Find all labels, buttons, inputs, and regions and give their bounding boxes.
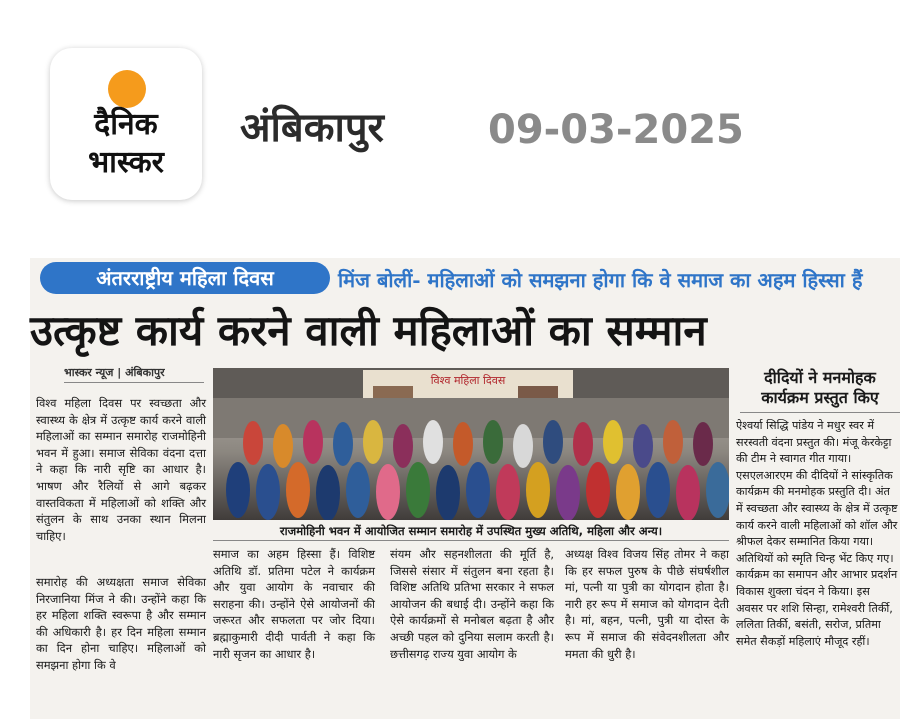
edition-city: अंबिकापुर: [240, 105, 384, 151]
paragraph: समारोह की अध्यक्षता समाज सेविका निरजानिया मिंज ने की। उन्होंने कहा कि हर महिला शक्ति स्वरूपा है और सम्मान की अधिकारी है। हर दिन महिला सम्मान का दिन होना चाहिए। महिलाओं को समझना होगा कि वे: [36, 575, 206, 672]
paragraph: समाज का अहम हिस्सा हैं। विशिष्ट अतिथि डॉ. प्रतिमा पटेल ने कार्यक्रम और युवा आयोग के नवाचार की सराहना की। उन्होंने ऐसे आयोजनों की जरूरत और सफलता पर जोर दिया। ब्रह्माकुमारी दीदी पार्वती ने कहा कि नारी सृजन का आधार है।: [213, 547, 375, 661]
logo-text-line2: भास्कर: [88, 145, 164, 180]
logo-text-line1: दैनिक: [94, 107, 158, 142]
article-column-1-bottom: [36, 574, 206, 674]
photo-caption: राजमोहिनी भवन में आयोजित सम्मान समारोह में उपस्थित मुख्य अतिथि, महिला और अन्य।: [213, 522, 729, 541]
paragraph: संयम और सहनशीलता की मूर्ति है, जिससे संसार में संतुलन बना रहता है। विशिष्ट अतिथि प्रतिभा सरकार ने सफल आयोजन की बधाई दी। उन्होंने कहा कि ऐसे कार्यक्रमों से मनोबल बढ़ता है और अच्छी पहल को दुनिया सलाम करती है। छत्तीसगढ़ राज्य युवा आयोग के: [390, 547, 554, 661]
section-tag: अंतरराष्ट्रीय महिला दिवस: [40, 262, 330, 294]
paragraph: विश्व महिला दिवस पर स्वच्छता और स्वास्थ्य के क्षेत्र में उत्कृष्ट कार्य करने वाली महिलाओं का सम्मान समारोह राजमोहिनी भवन में हुआ। समाज सेविका वंदना दत्ता ने कहा कि नारी सृष्टि का आधार है। भाषण और रैलियों से आगे बढ़कर वास्तविकता में महिलाओं को शक्ति और संतुलन के साथ उनका स्थान मिलना चाहिए।: [36, 396, 206, 543]
edition-date: 09-03-2025: [488, 107, 744, 153]
byline-divider: [64, 382, 204, 383]
paragraph: ऐश्वर्या सिद्धि पांडेय ने मधुर स्वर में सरस्वती वंदना प्रस्तुत की। मंजू केरकेट्टा की टीम ने स्वागत गीत गाया। एसएलआरएम की दीदियों ने सांस्कृतिक कार्यक्रम की मनमोहक प्रस्तुति दी। अंत में स्वच्छता और स्वास्थ्य के क्षेत्र में उत्कृष्ट कार्य करने वाली महिलाओं को शॉल और श्रीफल देकर सम्मानित किया गया। अतिथियों को स्मृति चिन्ह भेंट किए गए। कार्यक्रम का समापन और आभार प्रदर्शन विकास शुक्ला चंदन ने किया। इस अवसर पर शशि सिन्हा, रामेश्वरी तिर्की, ललिता तिर्की, बसंती, सरोज, प्रतिमा समेत सैकड़ों महिलाएं मौजूद रहीं।: [736, 419, 898, 648]
sun-icon: [108, 70, 146, 108]
article-column-4: [565, 546, 729, 662]
event-photo: [213, 368, 729, 520]
crowd-photo-illustration: [213, 368, 729, 520]
article-column-1-top: [36, 395, 206, 544]
side-story-headline: दीदियों ने मनमोहक कार्यक्रम प्रस्तुत किए: [740, 368, 900, 413]
byline: भास्कर न्यूज | अंबिकापुर: [64, 366, 165, 379]
kicker-headline: मिंज बोलीं- महिलाओं को समझना होगा कि वे समाज का अहम हिस्सा हैं: [338, 268, 863, 292]
dainik-bhaskar-logo: [50, 48, 202, 200]
paragraph: अध्यक्ष विश्व विजय सिंह तोमर ने कहा कि हर सफल पुरुष के पीछे संघर्षशील मां, पत्नी या पुत्री का योगदान होता है। नारी हर रूप में समाज को योगदान देती है। मां, बहन, पत्नी, पुत्री या दोस्त के रूप में समाज की संवेदनशीलता और ममता की धुरी है।: [565, 547, 729, 661]
photo-banner-text: विश्व महिला दिवस: [430, 374, 506, 387]
side-story-body: [736, 418, 898, 650]
main-headline: उत्कृष्ट कार्य करने वाली महिलाओं का सम्मान: [30, 306, 707, 355]
article-column-3: [390, 546, 554, 662]
article-column-2: [213, 546, 375, 662]
